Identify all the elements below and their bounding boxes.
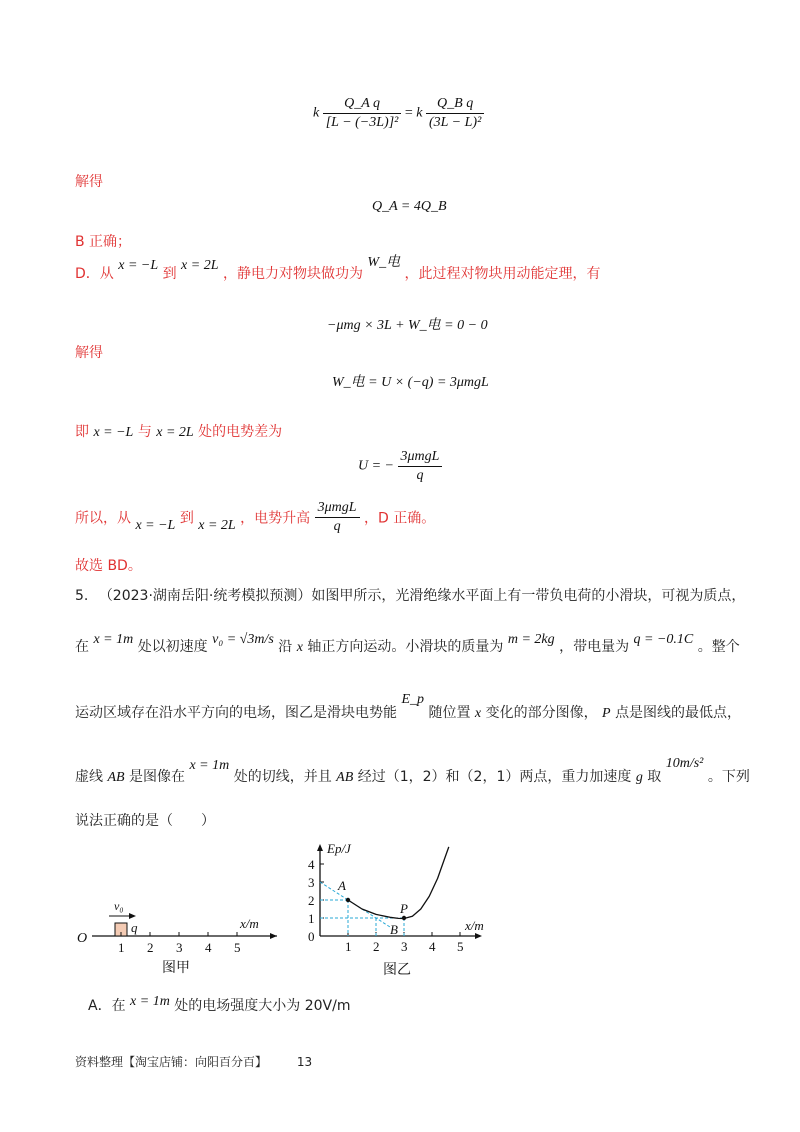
yi-x-tick-label: 5: [457, 939, 464, 954]
yi-caption: 图乙: [383, 962, 411, 978]
page-number: 13: [296, 1055, 313, 1069]
question-source: （2023·湖南岳阳·统考模拟预测）: [98, 588, 312, 604]
fig-jia-tick-label: 1: [118, 940, 125, 955]
yi-y-axis-label: Ep/J: [327, 841, 351, 856]
jiede-label-1: 解得: [75, 174, 103, 190]
figure-yi-chart: [300, 838, 500, 978]
equation-coulomb-balance: [313, 96, 484, 131]
d-option-line: D．从 x = −L 到 x = 2L ，静电力对物块做功为 W_电 ，此过程对物块用动能定理，有: [75, 255, 601, 282]
equation-work-energy: −μmg × 3L + W_电 = 0 − 0: [327, 318, 488, 333]
fig-jia-tick-label: 5: [234, 940, 241, 955]
eq1-k2: k: [416, 105, 423, 121]
yi-label-b: B: [390, 922, 398, 937]
question-5-line-1: 5. （2023·湖南岳阳·统考模拟预测）如图甲所示，光滑绝缘水平面上有一带负电荷的小滑块，可视为质点，: [75, 588, 746, 604]
equation-charge-ratio: Q_A = 4Q_B: [372, 199, 447, 214]
fig-jia-tick-label: 3: [176, 940, 183, 955]
option-a-line: A．在 x = 1m 处的电场强度大小为 20V/m: [88, 994, 351, 1014]
yi-label-p: P: [400, 901, 408, 916]
footer: [75, 1053, 312, 1070]
eq1-frac2: $\frac{\text{Q\_B q}}{\text{(3L − L)²}}$: [426, 96, 484, 131]
yi-label-a: A: [338, 878, 346, 893]
yi-y-tick-label: 0: [308, 929, 315, 944]
footer-text: 资料整理【淘宝店铺：向阳百分百】: [75, 1055, 268, 1069]
yi-y-tick-label: 2: [308, 893, 315, 908]
yi-y-axis-arrow: [317, 844, 323, 851]
eq1-frac1: $\frac{\text{Q\_A q}}{\text{[L − (−3L)]²}}$: [323, 96, 402, 131]
fig-jia-velocity-label: v₀: [114, 899, 124, 913]
yi-point-a: [346, 898, 350, 902]
question-5-line-3: 运动区域存在沿水平方向的电场，图乙是滑块电势能 E_p 随位置 x 变化的部分图像， P 点是图线的最低点，: [75, 692, 742, 721]
fig-jia-velocity-arrowhead: [129, 913, 136, 919]
yi-x-axis-arrow: [475, 933, 482, 939]
yi-y-tick-label: 1: [308, 911, 315, 926]
question-number: 5.: [75, 588, 89, 604]
equation-work-result: W_电 = U × (−q) = 3μmgL: [332, 375, 489, 390]
yi-x-tick-label: 1: [345, 939, 352, 954]
figure-jia: [72, 892, 282, 976]
yi-x-axis-label: x/m: [465, 918, 484, 933]
fig-jia-axis-label: x/m: [240, 916, 259, 931]
fig-jia-caption: 图甲: [162, 960, 190, 976]
yi-x-tick-label: 3: [401, 939, 408, 954]
eq1-k1: k: [313, 105, 320, 121]
fig-jia-tick-label: 4: [205, 940, 212, 955]
question-5-line-5: 说法正确的是（ ）: [75, 813, 215, 829]
fig-jia-origin: O: [77, 931, 88, 946]
yi-x-tick-label: 2: [373, 939, 380, 954]
potential-rise-line: 所以，从 x = −L 到 x = 2L ，电势升高 $\frac{\text{3μmgL}}{q}$ ，D 正确。: [75, 500, 436, 534]
answer-line: 故选 BD。: [75, 558, 142, 574]
yi-point-p: [402, 916, 406, 920]
yi-y-tick-label: 4: [308, 857, 315, 872]
fig-jia-tick-label: 2: [147, 940, 154, 955]
question-5-line-2: 在 x = 1m 处以初速度 v₀ = √3m/s 沿 x 轴正方向运动。小滑块的质量为 m = 2kg ，带电量为 q = −0.1C 。整个: [75, 632, 740, 655]
yi-ep-curve: [348, 847, 449, 919]
yi-y-tick-label: 3: [308, 875, 315, 890]
fig-jia-charge-label: q: [131, 920, 138, 935]
jiede-label-2: 解得: [75, 345, 103, 361]
yi-x-tick-label: 4: [429, 939, 436, 954]
b-correct-line: B 正确；: [75, 234, 132, 250]
question-5-line-4: 虚线 AB 是图像在 x = 1m 处的切线，并且 AB 经过（1，2）和（2，1）两点，重力加速度 g 取 10m/s² 。下列: [75, 756, 750, 785]
eq1-equals: =: [404, 105, 413, 121]
potential-difference-line: 即 x = −L 与 x = 2L 处的电势差为: [75, 424, 283, 440]
fig-jia-axis-arrow: [270, 933, 277, 939]
equation-potential: U = − $\frac{\text{3μmgL}}{q}$: [358, 449, 442, 484]
